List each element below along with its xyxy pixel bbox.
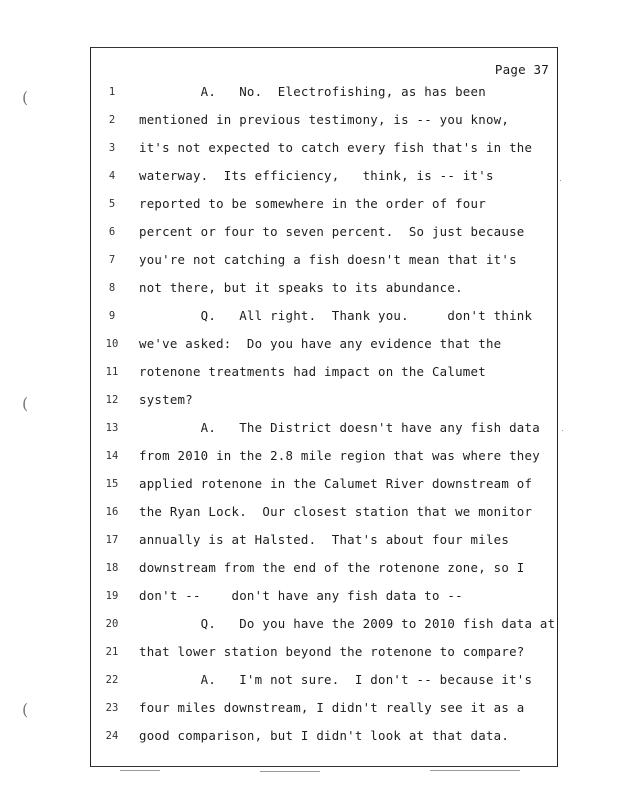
line-number: 20 (105, 618, 119, 630)
transcript-line: you're not catching a fish doesn't mean that it's (139, 252, 517, 267)
transcript-line: waterway. Its efficiency, think, is -- it's (139, 168, 494, 183)
line-number: 2 (108, 114, 116, 126)
line-number: 14 (105, 450, 119, 462)
scan-speck (430, 770, 520, 771)
line-number: 9 (108, 310, 116, 322)
transcript-line: four miles downstream, I didn't really see it as a (139, 700, 525, 715)
scan-speck (562, 430, 563, 431)
line-number: 18 (105, 562, 119, 574)
line-number: 19 (105, 590, 119, 602)
margin-mark-bottom: ( (22, 700, 29, 719)
transcript-line: not there, but it speaks to its abundance. (139, 280, 463, 295)
line-number: 15 (105, 478, 119, 490)
line-number: 1 (108, 86, 116, 98)
transcript-line: don't -- don't have any fish data to -- (139, 588, 463, 603)
line-number: 10 (105, 338, 119, 350)
transcript-line: we've asked: Do you have any evidence that the (139, 336, 502, 351)
transcript-line: Q. All right. Thank you. don't think (139, 308, 533, 323)
transcript-line: system? (139, 392, 193, 407)
transcript-page (90, 47, 558, 767)
transcript-line: mentioned in previous testimony, is -- you know, (139, 112, 510, 127)
transcript-line: percent or four to seven percent. So just because (139, 224, 525, 239)
scan-speck (260, 771, 320, 772)
transcript-line: A. No. Electrofishing, as has been (139, 84, 486, 99)
transcript-line: annually is at Halsted. That's about four miles (139, 532, 510, 547)
line-number: 4 (108, 170, 116, 182)
transcript-line: that lower station beyond the rotenone to compare? (139, 644, 525, 659)
transcript-line: A. The District doesn't have any fish data (139, 420, 540, 435)
transcript-line: downstream from the end of the rotenone zone, so I (139, 560, 525, 575)
line-number: 11 (105, 366, 119, 378)
line-number: 16 (105, 506, 119, 518)
transcript-line: reported to be somewhere in the order of four (139, 196, 486, 211)
line-number: 7 (108, 254, 116, 266)
line-number: 23 (105, 702, 119, 714)
margin-mark-top: ( (22, 88, 29, 107)
line-number: 22 (105, 674, 119, 686)
line-number: 8 (108, 282, 116, 294)
line-number: 24 (105, 730, 119, 742)
transcript-line: A. I'm not sure. I don't -- because it's (139, 672, 533, 687)
scan-speck (560, 180, 561, 181)
margin-mark-middle: ( (22, 394, 29, 413)
transcript-line: rotenone treatments had impact on the Calumet (139, 364, 486, 379)
line-number: 12 (105, 394, 119, 406)
transcript-line: Q. Do you have the 2009 to 2010 fish data at (139, 616, 556, 631)
transcript-line: it's not expected to catch every fish that's in the (139, 140, 533, 155)
transcript-line: applied rotenone in the Calumet River downstream of (139, 476, 533, 491)
line-number: 17 (105, 534, 119, 546)
transcript-line: the Ryan Lock. Our closest station that we monitor (139, 504, 533, 519)
line-number: 21 (105, 646, 119, 658)
transcript-line: from 2010 in the 2.8 mile region that was where they (139, 448, 540, 463)
scan-speck (120, 770, 160, 771)
line-number: 3 (108, 142, 116, 154)
line-number: 6 (108, 226, 116, 238)
line-number: 13 (105, 422, 119, 434)
line-number: 5 (108, 198, 116, 210)
transcript-line: good comparison, but I didn't look at that data. (139, 728, 510, 743)
page-number: Page 37 (494, 62, 549, 77)
